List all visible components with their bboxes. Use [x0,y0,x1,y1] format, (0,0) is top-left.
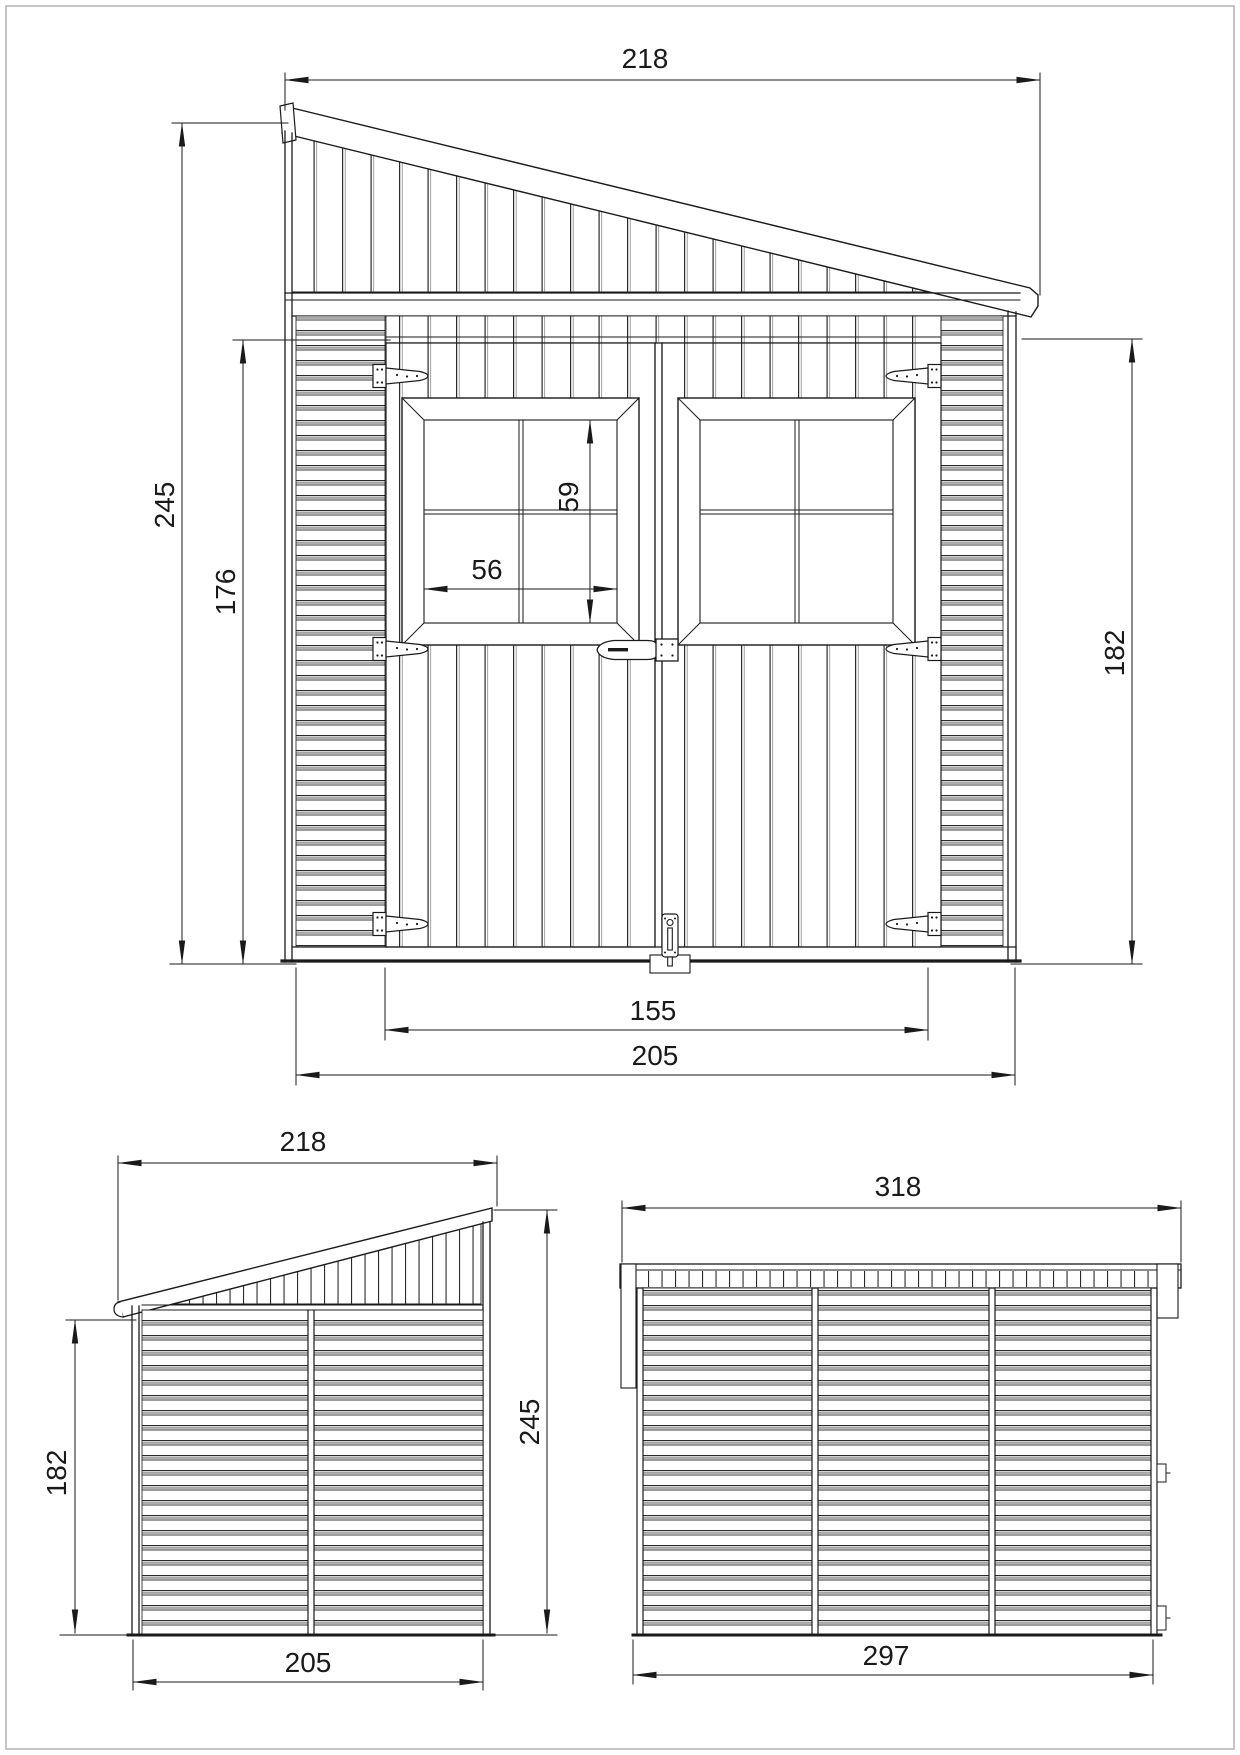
dim-label-side-wall-depth: 205 [284,1647,332,1678]
front-right-siding [941,316,1003,947]
back-hinge-fittings [1157,1464,1170,1630]
front-window-right [678,398,915,645]
back-right-overhang [1157,1264,1178,1318]
door-handle-icon [597,639,678,661]
dim-label-back-roof-width: 318 [874,1171,922,1202]
rear-elevation [620,1171,1181,1684]
dim-label-door-unit-width: 155 [629,995,677,1026]
dim-label-side-rear-height: 182 [41,1449,72,1497]
dim-label-window-width: 56 [471,554,503,585]
side-elevation [41,1126,557,1690]
dim-label-front-door-height: 176 [210,568,241,616]
dim-label-front-eave-height: 182 [1099,629,1130,677]
back-left-overhang [621,1264,636,1388]
side-siding-rear [142,1310,308,1635]
front-door-header-planks [386,316,941,343]
dim-label-front-roof-width: 218 [621,43,669,74]
front-eave-band [285,293,1020,316]
dim-label-front-wall-width: 205 [631,1040,679,1071]
dim-label-side-roof-depth: 218 [279,1126,327,1157]
front-window-left [402,398,639,645]
front-left-siding [296,316,385,947]
back-siding-3 [995,1288,1151,1635]
dim-label-side-front-height: 245 [514,1398,545,1446]
front-elevation [149,43,1142,1085]
side-siding-front [314,1310,483,1635]
dim-label-back-wall-width: 297 [862,1640,910,1671]
back-siding-2 [818,1288,989,1635]
dim-label-front-overall-height: 245 [149,481,180,529]
dim-label-window-height: 59 [553,481,584,513]
back-siding-1 [643,1288,812,1635]
